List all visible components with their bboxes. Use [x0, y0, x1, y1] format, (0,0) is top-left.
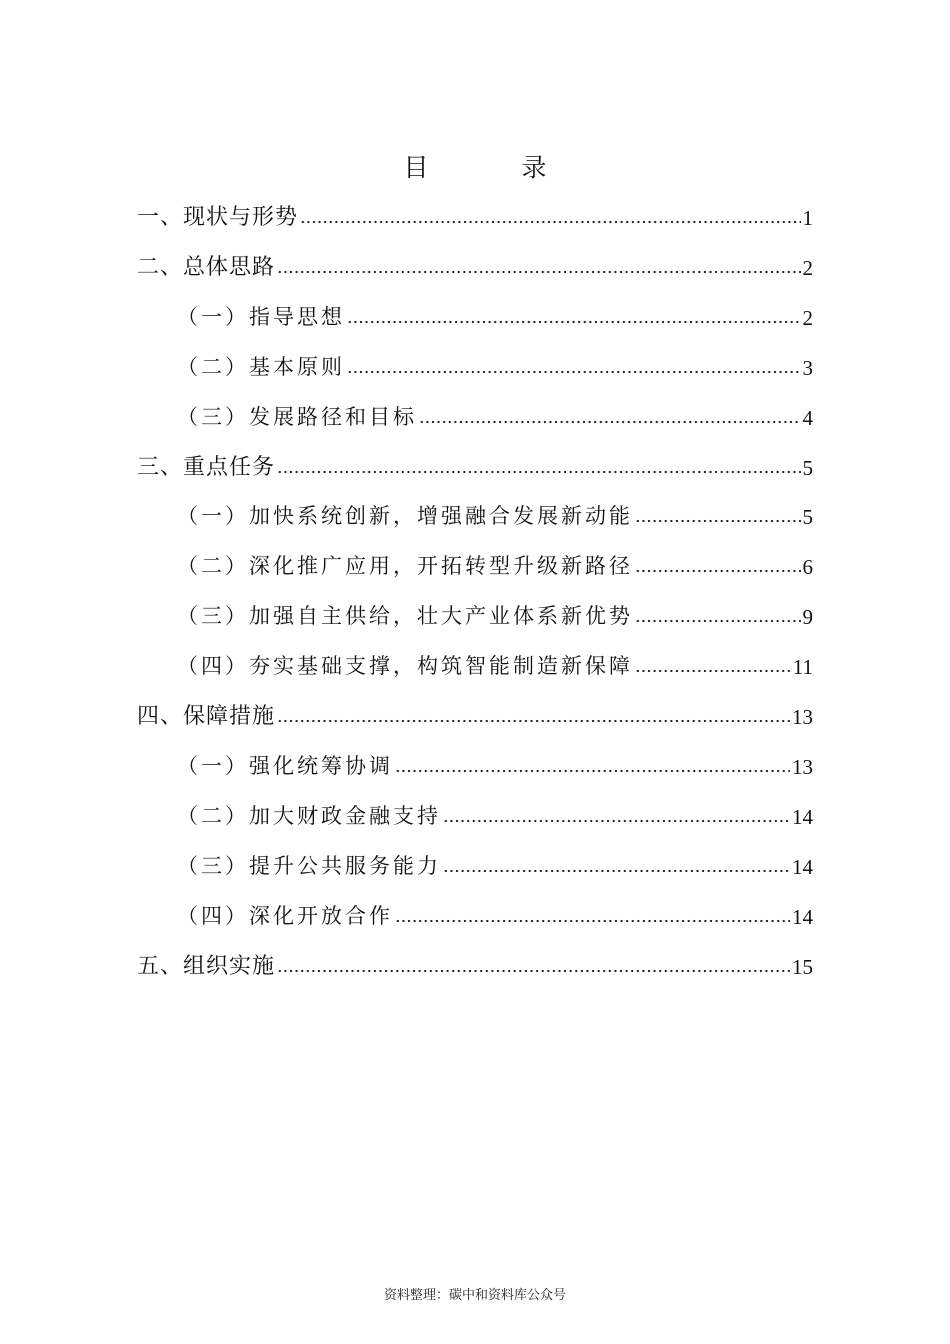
- toc-entry-text: （三）加强自主供给，壮大产业体系新优势: [177, 600, 635, 630]
- dot-leader: [419, 419, 801, 425]
- toc-entry-text: （三）发展路径和目标: [177, 401, 419, 431]
- toc-entry-text: 一、现状与形势: [137, 200, 300, 231]
- toc-page-number: 2: [802, 255, 813, 280]
- dot-leader: [277, 469, 800, 475]
- dot-leader: [277, 718, 790, 724]
- toc-page-number: 15: [792, 954, 813, 979]
- toc-page-number: 4: [802, 405, 813, 430]
- toc-page-number: 6: [802, 555, 813, 580]
- toc-entry-text: （四）夯实基础支撑，构筑智能制造新保障: [177, 650, 635, 680]
- dot-leader: [635, 618, 801, 624]
- toc-page-number: 5: [802, 505, 813, 530]
- dot-leader: [277, 968, 790, 974]
- toc-subsection-entry[interactable]: [177, 391, 813, 431]
- toc-page-number: 14: [792, 804, 813, 829]
- toc-page-number: 3: [802, 355, 813, 380]
- toc-subsection-entry[interactable]: [177, 540, 813, 580]
- toc-section-entry[interactable]: [137, 690, 813, 730]
- toc-section-entry[interactable]: [137, 241, 813, 281]
- toc-section-entry[interactable]: [137, 191, 813, 231]
- toc-subsection-entry[interactable]: [177, 291, 813, 331]
- toc-page-number: 13: [792, 754, 813, 779]
- dot-leader: [395, 768, 790, 774]
- dot-leader: [395, 918, 790, 924]
- toc-subsection-entry[interactable]: [177, 890, 813, 930]
- toc-entry-text: （一）加快系统创新，增强融合发展新动能: [177, 500, 635, 530]
- toc-page-number: 14: [792, 904, 813, 929]
- toc-entry-text: （二）深化推广应用，开拓转型升级新路径: [177, 550, 635, 580]
- toc-entry-text: 三、重点任务: [137, 450, 277, 481]
- dot-leader: [300, 219, 800, 225]
- dot-leader: [635, 668, 791, 674]
- toc-subsection-entry[interactable]: [177, 640, 813, 680]
- toc-entry-text: 五、组织实施: [137, 949, 277, 980]
- dot-leader: [347, 319, 801, 325]
- dot-leader: [635, 568, 801, 574]
- dot-leader: [277, 269, 800, 275]
- dot-leader: [635, 518, 801, 524]
- toc-subsection-entry[interactable]: [177, 490, 813, 530]
- toc-page-number: 2: [802, 305, 813, 330]
- page-title: 目 录: [403, 153, 581, 182]
- toc-page-number: 13: [792, 705, 813, 729]
- toc-section-entry[interactable]: [137, 441, 813, 481]
- toc-subsection-entry[interactable]: [177, 740, 813, 780]
- toc-subsection-entry[interactable]: [177, 590, 813, 630]
- toc-subsection-entry[interactable]: [177, 840, 813, 880]
- toc-section-entry[interactable]: [137, 940, 813, 980]
- toc-page-number: 1: [802, 206, 813, 230]
- toc-page-number: 9: [802, 605, 813, 630]
- toc-entry-text: （一）指导思想: [177, 301, 347, 331]
- toc-entry-text: （一）强化统筹协调: [177, 750, 395, 780]
- toc-entry-text: （二）基本原则: [177, 351, 347, 381]
- dot-leader: [347, 369, 801, 375]
- toc-entry-text: （三）提升公共服务能力: [177, 850, 443, 880]
- toc-page-number: 11: [792, 655, 813, 680]
- toc-entry-text: 二、总体思路: [137, 250, 277, 281]
- toc-entry-text: 四、保障措施: [137, 699, 277, 730]
- toc-entry-text: （四）深化开放合作: [177, 900, 395, 930]
- toc-subsection-entry[interactable]: [177, 790, 813, 830]
- toc-entry-text: （二）加大财政金融支持: [177, 800, 443, 830]
- toc-page-number: 5: [802, 455, 813, 480]
- toc-page-number: 14: [792, 854, 813, 879]
- dot-leader: [443, 868, 790, 874]
- toc-subsection-entry[interactable]: [177, 341, 813, 381]
- footer-note: 资料整理：碳中和资料库公众号: [383, 1288, 566, 1303]
- dot-leader: [443, 818, 790, 824]
